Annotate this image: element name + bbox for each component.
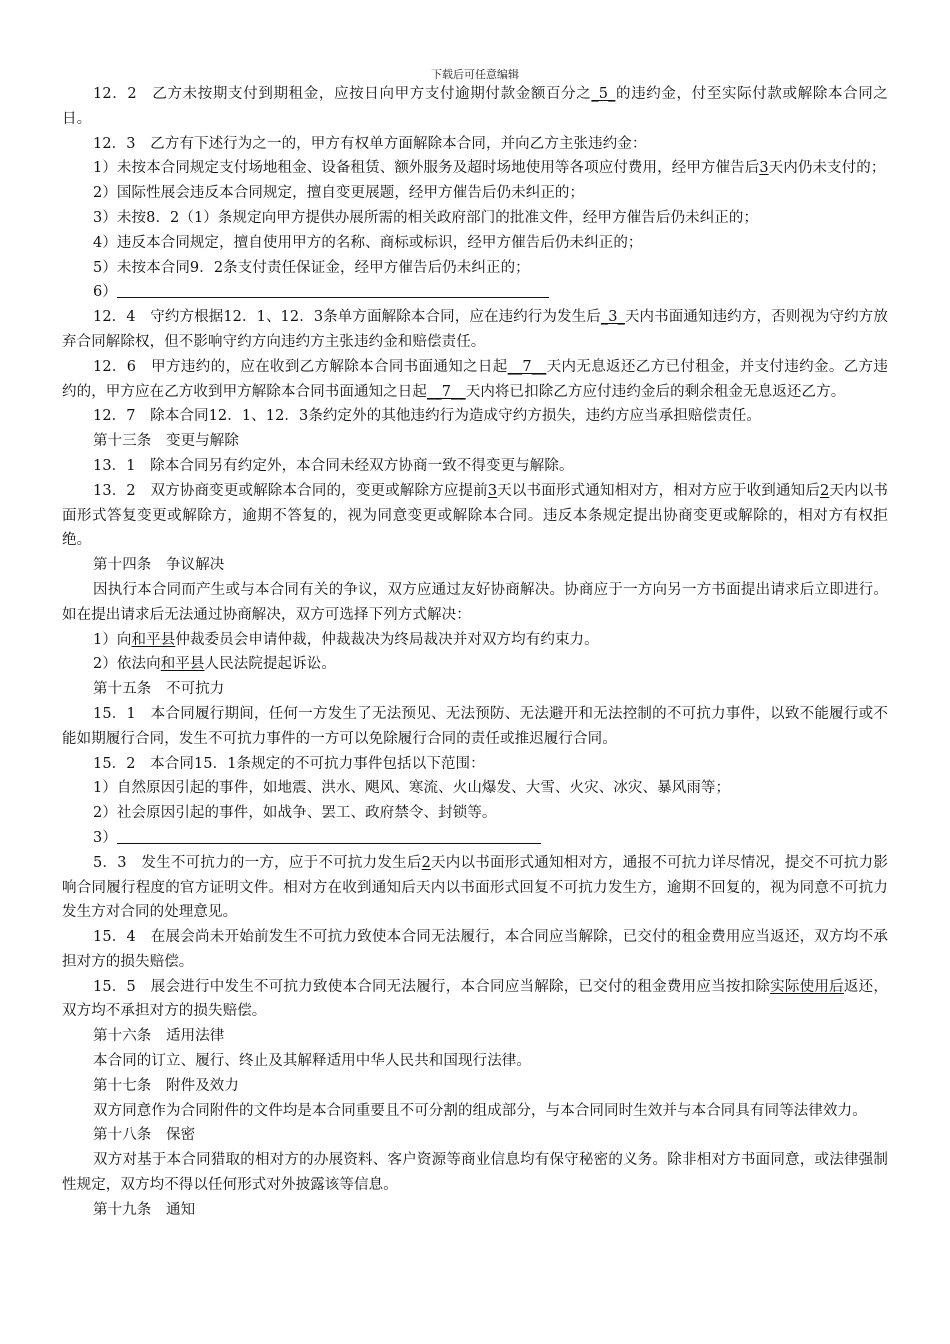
clause-12-2: 12．2 乙方未按期支付到期租金，应按日向甲方支付逾期付款金额百分之_5_的违约金，付至实际付款或解除本合同之日。 bbox=[62, 86, 888, 127]
clause-12-3-item-1: 1）未按本合同规定支付场地租金、设备租赁、额外服务及超时场地使用等各项应付费用，经甲方催告后3天内仍未支付的； bbox=[93, 160, 886, 177]
clause-17: 双方同意作为合同附件的文件均是本合同重要且不可分割的组成部分，与本合同同时生效并与本合同具有同等法律效力。 bbox=[93, 1102, 867, 1119]
clause-12-3-item-3: 3）未按8．2（1）条规定向甲方提供办展所需的相关政府部门的批准文件，经甲方催告后仍未纠正的； bbox=[93, 209, 759, 226]
underlined-value: 和平县 bbox=[131, 631, 176, 648]
clause-14-intro: 因执行本合同而产生或与本合同有关的争议，双方应通过友好协商解决。协商应于一方向另一方书面提出请求后立即进行。如在提出请求后无法通过协商解决，双方可选择下列方式解决： bbox=[62, 581, 888, 623]
clause-14-item-2: 2）依法向和平县人民法院提起诉讼。 bbox=[93, 656, 336, 673]
clause-12-3-item-5: 5）未按本合同9．2条支付责任保证金，经甲方催告后仍未纠正的； bbox=[93, 259, 530, 276]
contract-body bbox=[62, 82, 888, 1223]
underlined-value: _3_ bbox=[600, 309, 625, 326]
clause-15-2-item-3: 3） bbox=[62, 826, 888, 851]
article-18-heading: 第十八条 保密 bbox=[93, 1127, 196, 1144]
clause-15-5: 15．5 展会进行中发生不可抗力致使本合同无法履行，本合同应当解除，已交付的租金费用应当按扣除实际使用后返还，双方均不承担对方的损失赔偿。 bbox=[62, 978, 889, 1020]
underlined-value: 3 bbox=[759, 160, 769, 177]
clause-13-1: 13．1 除本合同另有约定外，本合同未经双方协商一致不得变更与解除。 bbox=[93, 457, 574, 474]
underlined-value: __7__ bbox=[427, 383, 466, 400]
underlined-value: 3 bbox=[487, 482, 498, 499]
article-15-heading: 第十五条 不可抗力 bbox=[93, 681, 225, 698]
clause-15-2: 15．2 本合同15．1条规定的不可抗力事件包括以下范围： bbox=[93, 755, 485, 772]
fill-in-blank bbox=[117, 827, 541, 844]
clause-15-2-item-1: 1）自然原因引起的事件，如地震、洪水、飓风、寒流、火山爆发、大雪、火灾、冰灾、暴风雨等； bbox=[93, 780, 731, 797]
clause-12-3: 12．3 乙方有下述行为之一的，甲方有权单方面解除本合同，并向乙方主张违约金： bbox=[93, 135, 647, 152]
clause-13-2: 13．2 双方协商变更或解除本合同的，变更或解除方应提前3天以书面形式通知相对方，相对方应于收到通知后2天内以书面形式答复变更或解除方，逾期不答复的，视为同意变更或解除本合同。违反本条规定提出协商变更或解除的，相对方有权拒绝。 bbox=[62, 482, 888, 549]
article-14-heading: 第十四条 争议解决 bbox=[93, 557, 225, 574]
underlined-value: 2 bbox=[819, 482, 830, 499]
clause-12-4: 12．4 守约方根据12．1、12．3条单方面解除本合同，应在违约行为发生后_3_天内书面通知违约方，否则视为守约方放弃合同解除权，但不影响守约方向违约方主张违约金和赔偿责任。 bbox=[62, 309, 888, 350]
clause-12-6: 12．6 甲方违约的，应在收到乙方解除本合同书面通知之日起__7__天内无息返还乙方已付租金，并支付违约金。乙方违约的，甲方应在乙方收到甲方解除本合同书面通知之日起__7__天内将已扣除乙方应付违约金后的剩余租金无息返还乙方。 bbox=[62, 358, 888, 400]
underlined-value: _5_ bbox=[591, 86, 616, 102]
clause-15-2-item-2: 2）社会原因引起的事件，如战争、罢工、政府禁令、封锁等。 bbox=[93, 805, 497, 822]
clause-12-3-item-6: 6） bbox=[62, 280, 888, 305]
clause-5-3: 5．3 发生不可抗力的一方，应于不可抗力发生后2天内以书面形式通知相对方，通报不可抗力详尽情况，提交不可抗力影响合同履行程度的官方证明文件。相对方在收到通知后天内以书面形式回复不可抗力发生方，逾期不回复的，视为同意不可抗力发生方对合同的处理意见。 bbox=[62, 854, 888, 921]
fill-in-blank bbox=[117, 281, 549, 298]
clause-14-item-1: 1）向和平县仲裁委员会申请仲裁，仲裁裁决为终局裁决并对双方均有约束力。 bbox=[93, 631, 599, 648]
clause-15-4: 15．4 在展会尚未开始前发生不可抗力致使本合同无法履行，本合同应当解除，已交付的租金费用应当返还，双方均不承担对方的损失赔偿。 bbox=[62, 929, 888, 970]
article-16-heading: 第十六条 适用法律 bbox=[93, 1028, 225, 1045]
page-header: 下载后可任意编辑 bbox=[431, 68, 519, 81]
article-19-heading: 第十九条 通知 bbox=[93, 1201, 196, 1218]
article-13-heading: 第十三条 变更与解除 bbox=[93, 433, 239, 450]
underlined-value: 实际使用后 bbox=[770, 978, 844, 995]
clause-16: 本合同的订立、履行、终止及其解释适用中华人民共和国现行法律。 bbox=[93, 1053, 531, 1070]
article-17-heading: 第十七条 附件及效力 bbox=[93, 1077, 239, 1094]
clause-12-3-item-2: 2）国际性展会违反本合同规定，擅自变更展题，经甲方催告后仍未纠正的； bbox=[93, 185, 585, 202]
clause-12-3-item-4: 4）违反本合同规定，擅自使用甲方的名称、商标或标识，经甲方催告后仍未纠正的； bbox=[93, 234, 643, 251]
underlined-value: __7__ bbox=[507, 358, 547, 375]
clause-18: 双方对基于本合同猎取的相对方的办展资料、客户资源等商业信息均有保守秘密的义务。除非相对方书面同意，或法律强制性规定，双方均不得以任何形式对外披露该等信息。 bbox=[62, 1152, 888, 1194]
clause-15-1: 15．1 本合同履行期间，任何一方发生了无法预见、无法预防、无法避开和无法控制的不可抗力事件，以致不能履行或不能如期履行合同，发生不可抗力事件的一方可以免除履行合同的责任或推迟履行合同。 bbox=[62, 705, 888, 747]
underlined-value: 和平县 bbox=[160, 656, 205, 673]
clause-12-7: 12．7 除本合同12．1、12．3条约定外的其他违约行为造成守约方损失，违约方应当承担赔偿责任。 bbox=[93, 408, 761, 425]
underlined-value: 2 bbox=[421, 854, 431, 871]
